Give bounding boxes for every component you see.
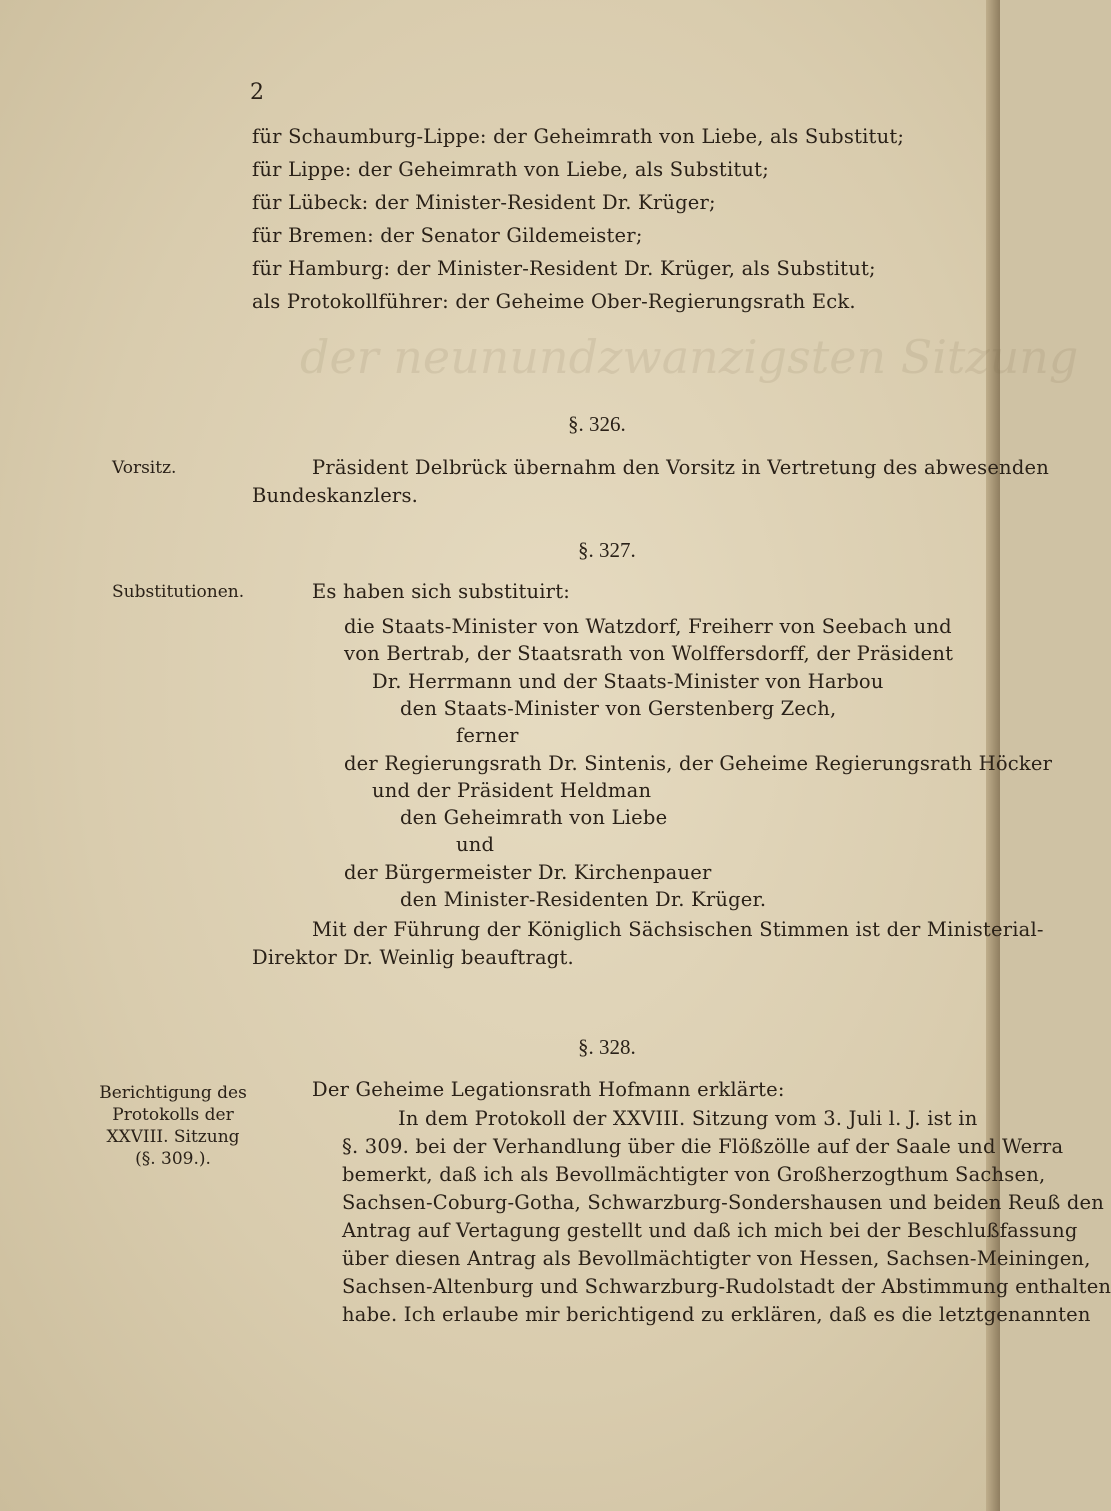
paragraph-line: und der Präsident Heldman [372, 779, 652, 802]
paragraph-line: bemerkt, daß ich als Bevollmächtigter von Großherzogthum Sachsen, [342, 1163, 1046, 1186]
paragraph-line: den Minister-Residenten Dr. Krüger. [400, 888, 767, 911]
paragraph-line: Mit der Führung der Königlich Sächsischen Stimmen ist der Ministerial- [312, 918, 1044, 941]
margin-note-berichtigung [98, 1082, 248, 1170]
paragraph-line: den Staats-Minister von Gerstenberg Zech, [400, 697, 837, 720]
margin-note-vorsitz: Vorsitz. [112, 458, 177, 478]
margin-note-substitutionen: Substitutionen. [112, 582, 245, 602]
header-line: für Lübeck: der Minister-Resident Dr. Krüger; [252, 191, 716, 214]
paragraph-line: der Regierungsrath Dr. Sintenis, der Geheime Regierungsrath Höcker [344, 752, 1053, 775]
paragraph-line: und [456, 833, 495, 856]
paragraph-line: Bundeskanzlers. [252, 484, 419, 507]
page-number: 2 [250, 80, 264, 105]
margin-note-line: (§. 309.). [135, 1149, 211, 1169]
paragraph-line: den Geheimrath von Liebe [400, 806, 668, 829]
paragraph-line: ferner [456, 724, 519, 747]
paragraph-line: Dr. Herrmann und der Staats-Minister von Harbou [372, 670, 884, 693]
header-line: für Hamburg: der Minister-Resident Dr. Krüger, als Substitut; [252, 257, 876, 280]
section-number-328: §. 328. [578, 1035, 636, 1059]
header-line: als Protokollführer: der Geheime Ober-Regierungsrath Eck. [252, 290, 856, 313]
paragraph-line: Präsident Delbrück übernahm den Vorsitz in Vertretung des abwesenden [312, 456, 1049, 479]
paragraph-line: Sachsen-Altenburg und Schwarzburg-Rudolstadt der Abstimmung enthalten [342, 1275, 1111, 1298]
paragraph-line: Antrag auf Vertagung gestellt und daß ich mich bei der Beschlußfassung [342, 1219, 1078, 1242]
paragraph-line: habe. Ich erlaube mir berichtigend zu erklären, daß es die letztgenannten [342, 1303, 1091, 1326]
paragraph-line: die Staats-Minister von Watzdorf, Freiherr von Seebach und [344, 615, 952, 638]
paragraph-line: Es haben sich substituirt: [312, 580, 571, 603]
paragraph-line: über diesen Antrag als Bevollmächtigter von Hessen, Sachsen-Meiningen, [342, 1247, 1091, 1270]
section-number-327: §. 327. [578, 538, 636, 562]
margin-note-line: Berichtigung des [99, 1083, 247, 1103]
section-number-326: §. 326. [568, 412, 626, 436]
paragraph-line: Sachsen-Coburg-Gotha, Schwarzburg-Sondershausen und beiden Reuß den [342, 1191, 1105, 1214]
paragraph-line: In dem Protokoll der XXVIII. Sitzung vom 3. Juli l. J. ist in [398, 1107, 978, 1130]
paragraph-line: von Bertrab, der Staatsrath von Wolffersdorff, der Präsident [344, 642, 954, 665]
paragraph-line: §. 309. bei der Verhandlung über die Flößzölle auf der Saale und Werra [342, 1135, 1064, 1158]
margin-note-line: XXVIII. Sitzung [106, 1127, 240, 1147]
header-line: für Bremen: der Senator Gildemeister; [252, 224, 643, 247]
bleed-through-heading: der neunundzwanzigsten Sitzung [300, 330, 1079, 384]
paragraph-line: Direktor Dr. Weinlig beauftragt. [252, 946, 574, 969]
header-line: für Lippe: der Geheimrath von Liebe, als Substitut; [252, 158, 769, 181]
paragraph-line: Der Geheime Legationsrath Hofmann erklärte: [312, 1078, 785, 1101]
paragraph-line: der Bürgermeister Dr. Kirchenpauer [344, 861, 712, 884]
header-line: für Schaumburg-Lippe: der Geheimrath von Liebe, als Substitut; [252, 125, 905, 148]
margin-note-line: Protokolls der [112, 1105, 234, 1125]
